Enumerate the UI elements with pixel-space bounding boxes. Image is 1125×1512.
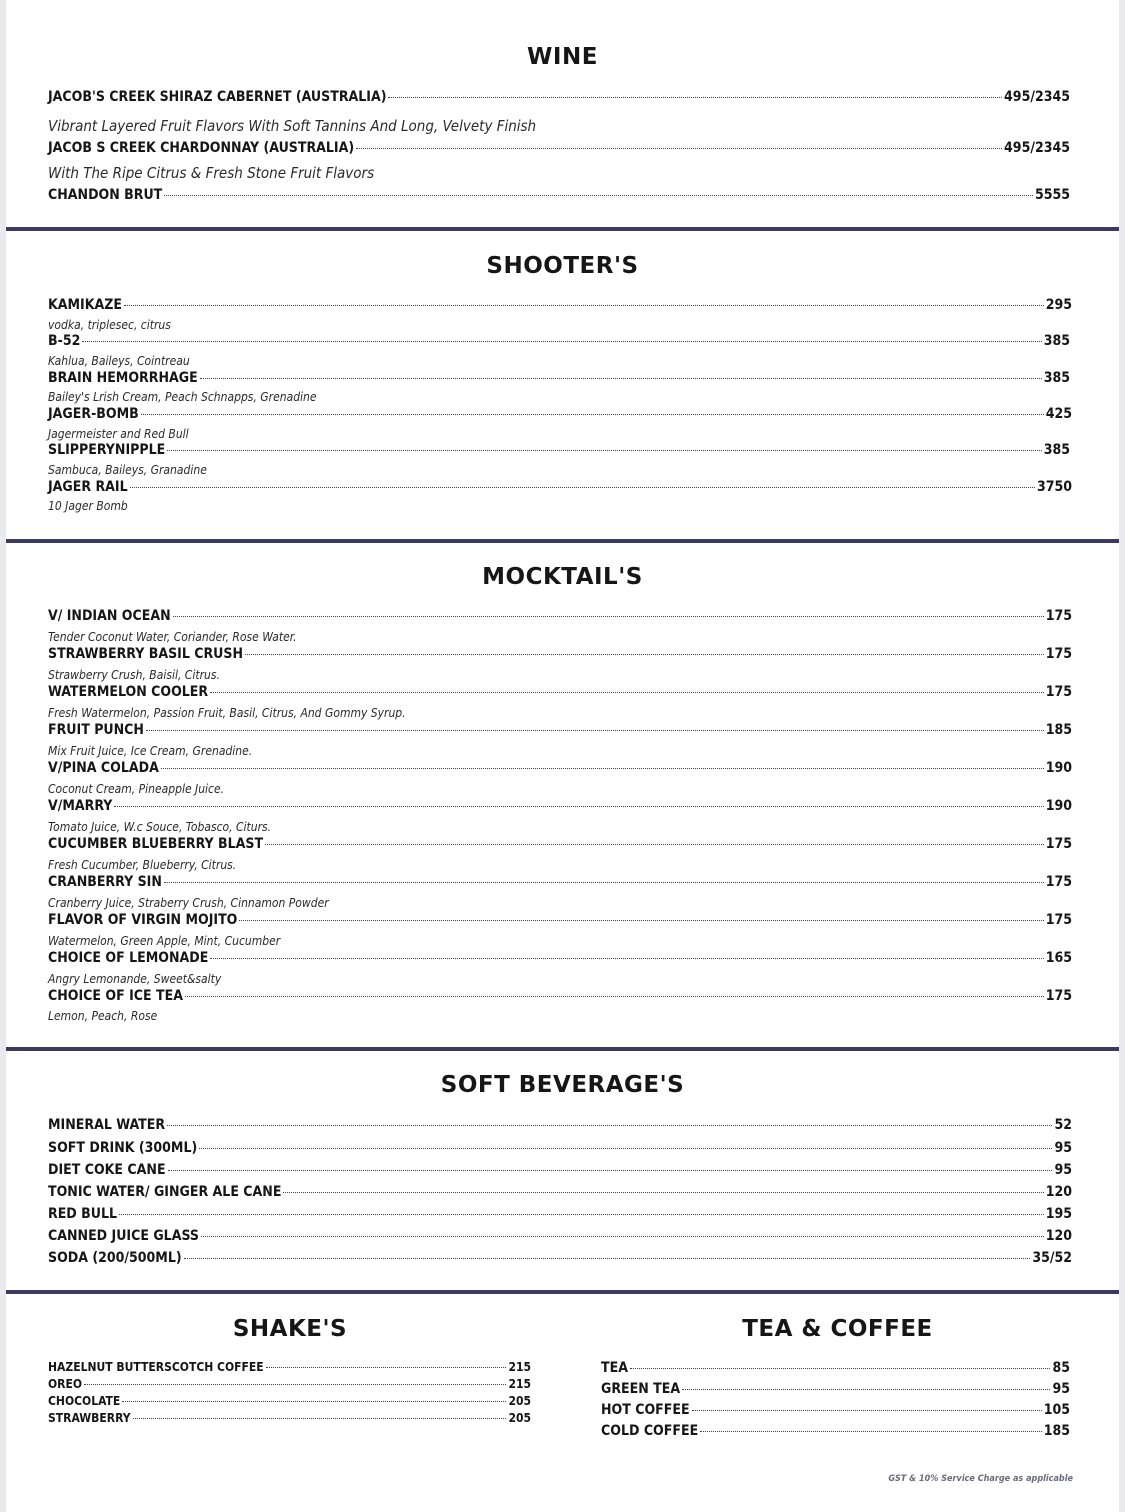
item-price: 195 — [1045, 1206, 1072, 1222]
item-description: Angry Lemonande, Sweet&salty — [48, 972, 222, 986]
item-name: SLIPPERYNIPPLE — [48, 442, 166, 458]
item-name: STRAWBERRY BASIL CRUSH — [48, 646, 244, 662]
dot-leader — [82, 341, 1041, 342]
item-price: 495/2345 — [1004, 140, 1070, 156]
dot-leader — [167, 1125, 1052, 1126]
item-name: SODA (200/500ML) — [48, 1250, 182, 1266]
dot-leader — [692, 1410, 1042, 1411]
item-name: TEA — [601, 1360, 628, 1376]
dot-leader — [184, 1258, 1031, 1259]
soft-beverages-section-title: SOFT BEVERAGE'S — [440, 1072, 685, 1098]
dot-leader — [630, 1368, 1051, 1369]
item-name: GREEN TEA — [601, 1381, 681, 1397]
menu-item-row — [48, 1140, 1072, 1156]
dot-leader — [167, 450, 1041, 451]
footer-note: GST & 10% Service Charge as applicable — [888, 1474, 1073, 1484]
item-price: 35/52 — [1032, 1250, 1072, 1266]
menu-item-row — [48, 608, 1072, 624]
item-price: 95 — [1054, 1140, 1072, 1156]
item-price: 175 — [1045, 836, 1072, 852]
item-name: TONIC WATER/ GINGER ALE CANE — [48, 1184, 282, 1200]
item-name: V/MARRY — [48, 798, 113, 814]
item-name: STRAWBERRY — [48, 1411, 131, 1425]
item-price: 5555 — [1034, 187, 1070, 203]
shakes-section-title: SHAKE'S — [232, 1316, 348, 1342]
wine-section-title: WINE — [527, 44, 598, 70]
item-price: 3750 — [1036, 479, 1072, 495]
item-description: Tomato Juice, W.c Souce, Tobasco, Citurs. — [48, 820, 272, 834]
dot-leader — [146, 730, 1044, 731]
item-price: 175 — [1045, 646, 1072, 662]
menu-item-row — [48, 1206, 1072, 1222]
item-price: 175 — [1045, 684, 1072, 700]
item-price: 385 — [1043, 370, 1070, 386]
item-price: 95 — [1052, 1381, 1070, 1397]
item-price: 295 — [1045, 297, 1072, 313]
menu-item-row — [48, 89, 1070, 105]
item-price: 385 — [1043, 442, 1070, 458]
dot-leader — [161, 768, 1044, 769]
menu-item-row — [48, 1250, 1072, 1266]
item-price: 85 — [1052, 1360, 1070, 1376]
dot-leader — [133, 1418, 507, 1419]
item-price: 215 — [508, 1377, 531, 1391]
item-description: Sambuca, Baileys, Granadine — [48, 463, 207, 477]
dot-leader — [119, 1214, 1044, 1215]
item-name: V/PINA COLADA — [48, 760, 159, 776]
item-description: Tender Coconut Water, Coriander, Rose Water. — [48, 630, 297, 644]
item-price: 425 — [1045, 406, 1072, 422]
item-name: CHOICE OF ICE TEA — [48, 988, 183, 1004]
menu-item-row — [48, 1411, 531, 1425]
menu-item-row — [48, 479, 1072, 495]
menu-item-row — [48, 684, 1072, 700]
item-name: CHOICE OF LEMONADE — [48, 950, 209, 966]
menu-item-row — [48, 836, 1072, 852]
menu-item-row — [48, 442, 1070, 458]
item-description: Kahlua, Baileys, Cointreau — [48, 354, 190, 368]
dot-leader — [700, 1431, 1042, 1432]
dot-leader — [164, 882, 1044, 883]
dot-leader — [164, 195, 1033, 196]
item-name: MINERAL WATER — [48, 1117, 166, 1133]
item-name: CHOCOLATE — [48, 1394, 121, 1408]
item-price: 190 — [1045, 798, 1072, 814]
dot-leader — [210, 958, 1043, 959]
item-name: FLAVOR OF VIRGIN MOJITO — [48, 912, 238, 928]
item-price: 175 — [1045, 874, 1072, 890]
item-name: KAMIKAZE — [48, 297, 122, 313]
menu-item-row — [601, 1402, 1070, 1418]
item-description: Jagermeister and Red Bull — [48, 427, 189, 441]
menu-item-row — [48, 333, 1070, 349]
item-price: 95 — [1054, 1162, 1072, 1178]
mocktails-section-title: MOCKTAIL'S — [482, 564, 643, 590]
item-name: WATERMELON COOLER — [48, 684, 209, 700]
section-divider — [6, 539, 1119, 543]
dot-leader — [168, 1170, 1053, 1171]
menu-item-row — [48, 1162, 1072, 1178]
item-name: DIET COKE CANE — [48, 1162, 166, 1178]
section-divider — [6, 227, 1119, 231]
item-description: With The Ripe Citrus & Fresh Stone Fruit Flavors — [48, 164, 375, 182]
menu-item-row — [48, 1360, 531, 1374]
menu-item-row — [48, 370, 1070, 386]
item-price: 215 — [508, 1360, 531, 1374]
item-name: V/ INDIAN OCEAN — [48, 608, 171, 624]
dot-leader — [185, 996, 1044, 997]
item-price: 185 — [1045, 722, 1072, 738]
menu-item-row — [601, 1381, 1070, 1397]
menu-item-row — [48, 140, 1070, 156]
section-divider — [6, 1047, 1119, 1051]
menu-item-row — [48, 912, 1072, 928]
dot-leader — [199, 1148, 1052, 1149]
item-price: 175 — [1045, 608, 1072, 624]
item-description: Coconut Cream, Pineapple Juice. — [48, 782, 225, 796]
dot-leader — [124, 305, 1044, 306]
item-name: JACOB'S CREEK SHIRAZ CABERNET (AUSTRALIA) — [48, 89, 387, 105]
item-price: 52 — [1054, 1117, 1072, 1133]
dot-leader — [114, 806, 1043, 807]
dot-leader — [239, 920, 1043, 921]
item-description: Bailey's Lrish Cream, Peach Schnapps, Grenadine — [48, 390, 317, 404]
item-price: 205 — [508, 1394, 531, 1408]
item-price: 185 — [1043, 1423, 1070, 1439]
menu-item-row — [48, 297, 1072, 313]
page-right-edge — [1119, 0, 1125, 1512]
menu-item-row — [48, 1394, 531, 1408]
dot-leader — [283, 1192, 1043, 1193]
menu-item-row — [48, 760, 1072, 776]
item-name: CUCUMBER BLUEBERRY BLAST — [48, 836, 264, 852]
item-description: Mix Fruit Juice, Ice Cream, Grenadine. — [48, 744, 253, 758]
item-name: FRUIT PUNCH — [48, 722, 144, 738]
dot-leader — [200, 378, 1042, 379]
item-description: Lemon, Peach, Rose — [48, 1009, 158, 1023]
item-name: HAZELNUT BUTTERSCOTCH COFFEE — [48, 1360, 264, 1374]
dot-leader — [245, 654, 1044, 655]
item-price: 120 — [1045, 1228, 1072, 1244]
dot-leader — [210, 692, 1044, 693]
item-name: COLD COFFEE — [601, 1423, 699, 1439]
item-description: Watermelon, Green Apple, Mint, Cucumber — [48, 934, 281, 948]
dot-leader — [141, 414, 1044, 415]
item-description: Cranberry Juice, Straberry Crush, Cinnamon Powder — [48, 896, 329, 910]
item-price: 385 — [1043, 333, 1070, 349]
item-description: Vibrant Layered Fruit Flavors With Soft Tannins And Long, Velvety Finish — [48, 117, 537, 135]
dot-leader — [266, 1367, 507, 1368]
dot-leader — [682, 1389, 1050, 1390]
menu-item-row — [48, 1377, 531, 1391]
item-price: 205 — [508, 1411, 531, 1425]
item-name: SOFT DRINK (300ML) — [48, 1140, 198, 1156]
item-price: 105 — [1043, 1402, 1070, 1418]
item-name: B-52 — [48, 333, 81, 349]
menu-item-row — [48, 1184, 1072, 1200]
item-price: 175 — [1045, 912, 1072, 928]
menu-item-row — [601, 1360, 1070, 1376]
menu-item-row — [48, 874, 1072, 890]
menu-item-row — [48, 646, 1072, 662]
menu-item-row — [601, 1423, 1070, 1439]
dot-leader — [265, 844, 1044, 845]
section-divider — [6, 1290, 1119, 1294]
item-name: CRANBERRY SIN — [48, 874, 162, 890]
item-name: BRAIN HEMORRHAGE — [48, 370, 198, 386]
menu-item-row — [48, 187, 1070, 203]
item-price: 175 — [1045, 988, 1072, 1004]
item-name: CANNED JUICE GLASS — [48, 1228, 199, 1244]
menu-item-row — [48, 722, 1072, 738]
dot-leader — [356, 148, 1002, 149]
item-name: JAGER-BOMB — [48, 406, 139, 422]
item-description: Fresh Cucumber, Blueberry, Citrus. — [48, 858, 237, 872]
menu-item-row — [48, 1228, 1072, 1244]
item-name: HOT COFFEE — [601, 1402, 690, 1418]
menu-item-row — [48, 406, 1072, 422]
item-description: vodka, triplesec, citrus — [48, 318, 171, 332]
menu-item-row — [48, 950, 1072, 966]
item-description: 10 Jager Bomb — [48, 499, 128, 513]
menu-item-row — [48, 988, 1072, 1004]
item-price: 165 — [1045, 950, 1072, 966]
shooters-section-title: SHOOTER'S — [486, 253, 639, 279]
item-description: Fresh Watermelon, Passion Fruit, Basil, Citrus, And Gommy Syrup. — [48, 706, 406, 720]
dot-leader — [130, 487, 1035, 488]
item-name: JAGER RAIL — [48, 479, 128, 495]
tea-coffee-section-title: TEA & COFFEE — [742, 1316, 933, 1342]
dot-leader — [173, 616, 1044, 617]
item-name: CHANDON BRUT — [48, 187, 163, 203]
item-name: RED BULL — [48, 1206, 118, 1222]
dot-leader — [84, 1384, 506, 1385]
menu-item-row — [48, 1117, 1072, 1133]
item-price: 495/2345 — [1004, 89, 1070, 105]
dot-leader — [388, 97, 1002, 98]
item-price: 120 — [1045, 1184, 1072, 1200]
dot-leader — [201, 1236, 1044, 1237]
item-name: JACOB S CREEK CHARDONNAY (AUSTRALIA) — [48, 140, 355, 156]
item-description: Strawberry Crush, Baisil, Citrus. — [48, 668, 220, 682]
item-name: OREO — [48, 1377, 83, 1391]
item-price: 190 — [1045, 760, 1072, 776]
dot-leader — [122, 1401, 506, 1402]
menu-item-row — [48, 798, 1072, 814]
